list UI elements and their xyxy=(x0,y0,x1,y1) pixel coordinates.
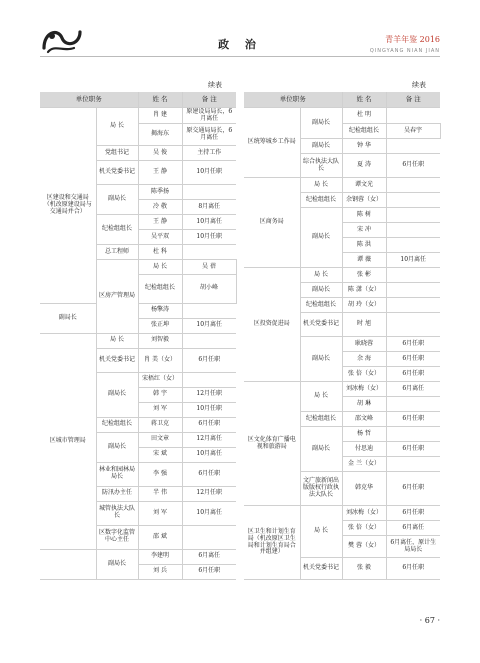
page-header xyxy=(40,22,440,62)
name-cell: 耿晓蓉 xyxy=(342,337,386,352)
name-cell: 蒋卫克 xyxy=(138,417,182,432)
post-cell: 纪检组组长 xyxy=(138,275,182,304)
remarks-cell: 6月任职 xyxy=(386,412,440,427)
post-cell: 纪检组组长 xyxy=(300,193,342,208)
remarks-cell xyxy=(182,303,236,318)
unit-cell xyxy=(40,549,96,579)
post-cell: 林业和园林局局长 xyxy=(96,462,138,486)
name-cell: 半 伟 xyxy=(138,486,182,501)
remarks-cell: 6月离任，原计生局局长 xyxy=(386,536,440,558)
unit-cell: 区卫生和计划生育局（机改原区卫生局和计划生育局合并组建） xyxy=(244,506,300,580)
table-header-row xyxy=(244,92,440,108)
section-title: 政 治 xyxy=(218,38,262,51)
post-cell: 副局长 xyxy=(300,427,342,472)
table-row xyxy=(40,549,236,564)
name-cell: 李 强 xyxy=(138,462,182,486)
officials-table-left xyxy=(40,92,236,580)
remarks-cell: 6月离任 xyxy=(386,521,440,536)
post-cell: 区数字化监管中心主任 xyxy=(96,525,138,549)
name-cell: 胡 琳 xyxy=(342,397,386,412)
post-cell: 纪检组组长 xyxy=(300,298,342,313)
remarks-cell: 原交通局局长，6月离任 xyxy=(182,124,236,146)
remarks-cell: 原建设局局长，6月离任 xyxy=(182,108,236,124)
post-cell: 纪检组组长 xyxy=(96,417,138,432)
unit-cell: 区投资促进局 xyxy=(244,268,300,382)
remarks-cell xyxy=(182,185,236,200)
name-cell: 杨 哲 xyxy=(342,427,386,442)
continued-label-right: 续表 xyxy=(412,81,426,89)
name-cell: 刘 兵 xyxy=(138,564,182,579)
name-cell: 张 倍（女） xyxy=(342,367,386,382)
col-header-post: 单位职务 xyxy=(244,92,342,108)
remarks-cell: 6月离任 xyxy=(386,382,440,397)
remarks-cell: 10月离任 xyxy=(182,318,236,333)
name-cell: 谭 薇 xyxy=(342,253,386,268)
remarks-cell: 12月任职 xyxy=(182,387,236,402)
remarks-cell xyxy=(182,245,236,260)
name-cell: 刘冰梅（女） xyxy=(342,382,386,397)
remarks-cell: 10月离任 xyxy=(386,253,440,268)
post-cell: 总工程师 xyxy=(96,245,138,260)
yearbook-title: 青羊年鉴 2016 xyxy=(385,35,440,44)
unit-cell: 区文化体育广播电视和旅游局 xyxy=(244,382,300,506)
remarks-cell: 6月任职 xyxy=(386,367,440,382)
remarks-cell xyxy=(386,298,440,313)
post-cell: 局 长 xyxy=(300,178,342,193)
remarks-cell xyxy=(182,372,236,387)
remarks-cell xyxy=(386,268,440,283)
remarks-cell: 6月任职 xyxy=(386,442,440,457)
name-cell: 田文章 xyxy=(138,432,182,447)
post-cell: 城管执法大队长 xyxy=(96,501,138,525)
post-cell: 副局长 xyxy=(300,337,342,382)
post-cell: 局 长 xyxy=(300,268,342,283)
col-header-remarks: 备 注 xyxy=(182,92,236,108)
remarks-cell xyxy=(386,139,440,154)
remarks-cell: 6月离任 xyxy=(182,549,236,564)
table-row xyxy=(40,108,236,124)
name-cell: 杜 明 xyxy=(342,108,386,124)
name-cell: 韩克华 xyxy=(342,472,386,506)
remarks-cell xyxy=(386,427,440,442)
post-cell: 党组书记 xyxy=(96,146,138,161)
remarks-cell xyxy=(386,178,440,193)
remarks-cell xyxy=(386,397,440,412)
table-row xyxy=(244,178,440,193)
post-cell: 局 长 xyxy=(300,506,342,558)
remarks-cell: 6月任职 xyxy=(386,506,440,521)
post-cell: 副局长 xyxy=(300,139,342,154)
col-header-post: 单位职务 xyxy=(40,92,138,108)
unit-cell: 区统筹城乡工作局 xyxy=(244,108,300,178)
name-cell: 宋梧红（女） xyxy=(138,372,182,387)
remarks-cell: 6月任职 xyxy=(386,558,440,580)
remarks-cell: 主持工作 xyxy=(182,146,236,161)
remarks-cell: 10月任职 xyxy=(182,402,236,417)
name-cell: 刘 军 xyxy=(138,501,182,525)
post-cell: 机关党委书记 xyxy=(300,313,342,337)
remarks-cell: 6月任职 xyxy=(386,352,440,367)
post-cell: 机关党委书记 xyxy=(96,348,138,372)
remarks-cell xyxy=(386,108,440,124)
table-row xyxy=(244,382,440,397)
remarks-cell xyxy=(386,283,440,298)
remarks-cell xyxy=(386,223,440,238)
remarks-cell: 10月任职 xyxy=(182,161,236,185)
post-cell: 文广旅新闻出版版权行政执法大队长 xyxy=(300,472,342,506)
continued-label-left: 续表 xyxy=(208,81,222,89)
post-cell: 局 长 xyxy=(96,333,138,348)
remarks-cell xyxy=(386,238,440,253)
unit-cell: 区建设和交通局（机改原建设局与交通局并合） xyxy=(40,108,96,304)
remarks-cell xyxy=(386,313,440,337)
name-cell: 张 彬 xyxy=(342,268,386,283)
unit-cell: 区商务局 xyxy=(244,178,300,268)
name-cell: 冷 敬 xyxy=(138,200,182,215)
name-cell: 钟 华 xyxy=(342,139,386,154)
name-cell: 杨擎涛 xyxy=(138,303,182,318)
name-cell: 时 旭 xyxy=(342,313,386,337)
remarks-cell: 10月离任 xyxy=(182,215,236,230)
name-cell: 宋 冲 xyxy=(342,223,386,238)
name-cell: 吴 蓓 xyxy=(182,260,236,275)
unit-cell: 区房产管理局 xyxy=(96,260,138,334)
table-row xyxy=(40,303,236,318)
name-cell: 邵 斌 xyxy=(138,525,182,549)
officials-table-right xyxy=(244,92,440,580)
name-cell: 韩 宇 xyxy=(138,387,182,402)
post-cell: 副局长 xyxy=(300,208,342,268)
name-cell: 陈 潇（女） xyxy=(342,283,386,298)
remarks-cell xyxy=(182,333,236,348)
remarks-cell xyxy=(386,457,440,472)
name-cell: 张 毅 xyxy=(342,558,386,580)
name-cell: 陈 洪 xyxy=(342,238,386,253)
name-cell: 张 倍（女） xyxy=(342,521,386,536)
remarks-cell xyxy=(386,208,440,223)
post-cell: 纪检组组长 xyxy=(96,215,138,245)
name-cell: 吴 俊 xyxy=(138,146,182,161)
page-number: · 67 · xyxy=(419,616,440,625)
post-cell: 防汛办主任 xyxy=(96,486,138,501)
post-cell: 局 长 xyxy=(138,260,182,275)
remarks-cell: 6月任职 xyxy=(386,154,440,178)
name-cell: 李建明 xyxy=(138,549,182,564)
remarks-cell: 6月任职 xyxy=(386,472,440,506)
post-cell: 副局长 xyxy=(300,108,342,139)
name-cell: 胡小峰 xyxy=(182,275,236,304)
post-cell: 副局长 xyxy=(96,372,138,417)
remarks-cell xyxy=(386,193,440,208)
remarks-cell: 6月任职 xyxy=(182,417,236,432)
name-cell: 胡 玲（女） xyxy=(342,298,386,313)
remarks-cell: 12月任职 xyxy=(182,486,236,501)
name-cell: 余钢蓉（女） xyxy=(342,193,386,208)
name-cell: 王 静 xyxy=(138,215,182,230)
remarks-cell: 6月任职 xyxy=(182,462,236,486)
name-cell: 陈 树 xyxy=(342,208,386,223)
post-cell: 机关党委书记 xyxy=(300,558,342,580)
name-cell: 金 兰（女） xyxy=(342,457,386,472)
remarks-cell: 6月任职 xyxy=(182,348,236,372)
name-cell: 肖 建 xyxy=(138,108,182,124)
table-row xyxy=(244,506,440,521)
name-cell: 肖 美（女） xyxy=(138,348,182,372)
name-cell: 邵文峰 xyxy=(342,412,386,427)
unit-cell: 区城市管理局 xyxy=(40,333,96,549)
name-cell: 夏 涛 xyxy=(342,154,386,178)
col-header-name: 姓 名 xyxy=(138,92,182,108)
name-cell: 揭海东 xyxy=(138,124,182,146)
name-cell: 刘冰梅（女） xyxy=(342,506,386,521)
table-header-row xyxy=(40,92,236,108)
name-cell: 刘智毅 xyxy=(138,333,182,348)
col-header-name: 姓 名 xyxy=(342,92,386,108)
remarks-cell: 10月任职 xyxy=(182,230,236,245)
post-cell: 局 长 xyxy=(96,108,138,146)
name-cell: 樊 蓉（女） xyxy=(342,536,386,558)
remarks-cell: 10月离任 xyxy=(182,501,236,525)
remarks-cell xyxy=(182,525,236,549)
remarks-cell: 6月任职 xyxy=(182,564,236,579)
name-cell: 吴平双 xyxy=(138,230,182,245)
name-cell: 吴春宇 xyxy=(386,124,440,139)
remarks-cell: 12月离任 xyxy=(182,432,236,447)
post-cell: 综合执法大队长 xyxy=(300,154,342,178)
name-cell: 刘 军 xyxy=(138,402,182,417)
remarks-cell: 6月任职 xyxy=(386,337,440,352)
remarks-cell: 10月离任 xyxy=(182,447,236,462)
post-cell: 副局长 xyxy=(96,432,138,462)
post-cell: 局 长 xyxy=(300,382,342,412)
post-cell: 纪检组组长 xyxy=(300,412,342,427)
name-cell: 余 海 xyxy=(342,352,386,367)
name-cell: 谭文光 xyxy=(342,178,386,193)
table-row xyxy=(40,333,236,348)
table-row xyxy=(244,268,440,283)
name-cell: 付思迪 xyxy=(342,442,386,457)
name-cell: 张正坤 xyxy=(138,318,182,333)
post-cell: 纪检组组长 xyxy=(342,124,386,139)
name-cell: 陈季扬 xyxy=(138,185,182,200)
table-row xyxy=(244,108,440,124)
post-cell: 副局长 xyxy=(96,185,138,215)
name-cell: 杜 科 xyxy=(138,245,182,260)
header-rule xyxy=(40,56,440,57)
name-cell: 宋 斌 xyxy=(138,447,182,462)
post-cell: 副局长 xyxy=(300,283,342,298)
col-header-remarks: 备 注 xyxy=(386,92,440,108)
yearbook-title-en: QINGYANG NIAN JIAN xyxy=(369,48,440,54)
post-cell: 机关党委书记 xyxy=(96,161,138,185)
post-cell: 副局长 xyxy=(40,303,96,333)
remarks-cell: 8月离任 xyxy=(182,200,236,215)
post-cell: 副局长 xyxy=(96,549,138,579)
name-cell: 王 静 xyxy=(138,161,182,185)
